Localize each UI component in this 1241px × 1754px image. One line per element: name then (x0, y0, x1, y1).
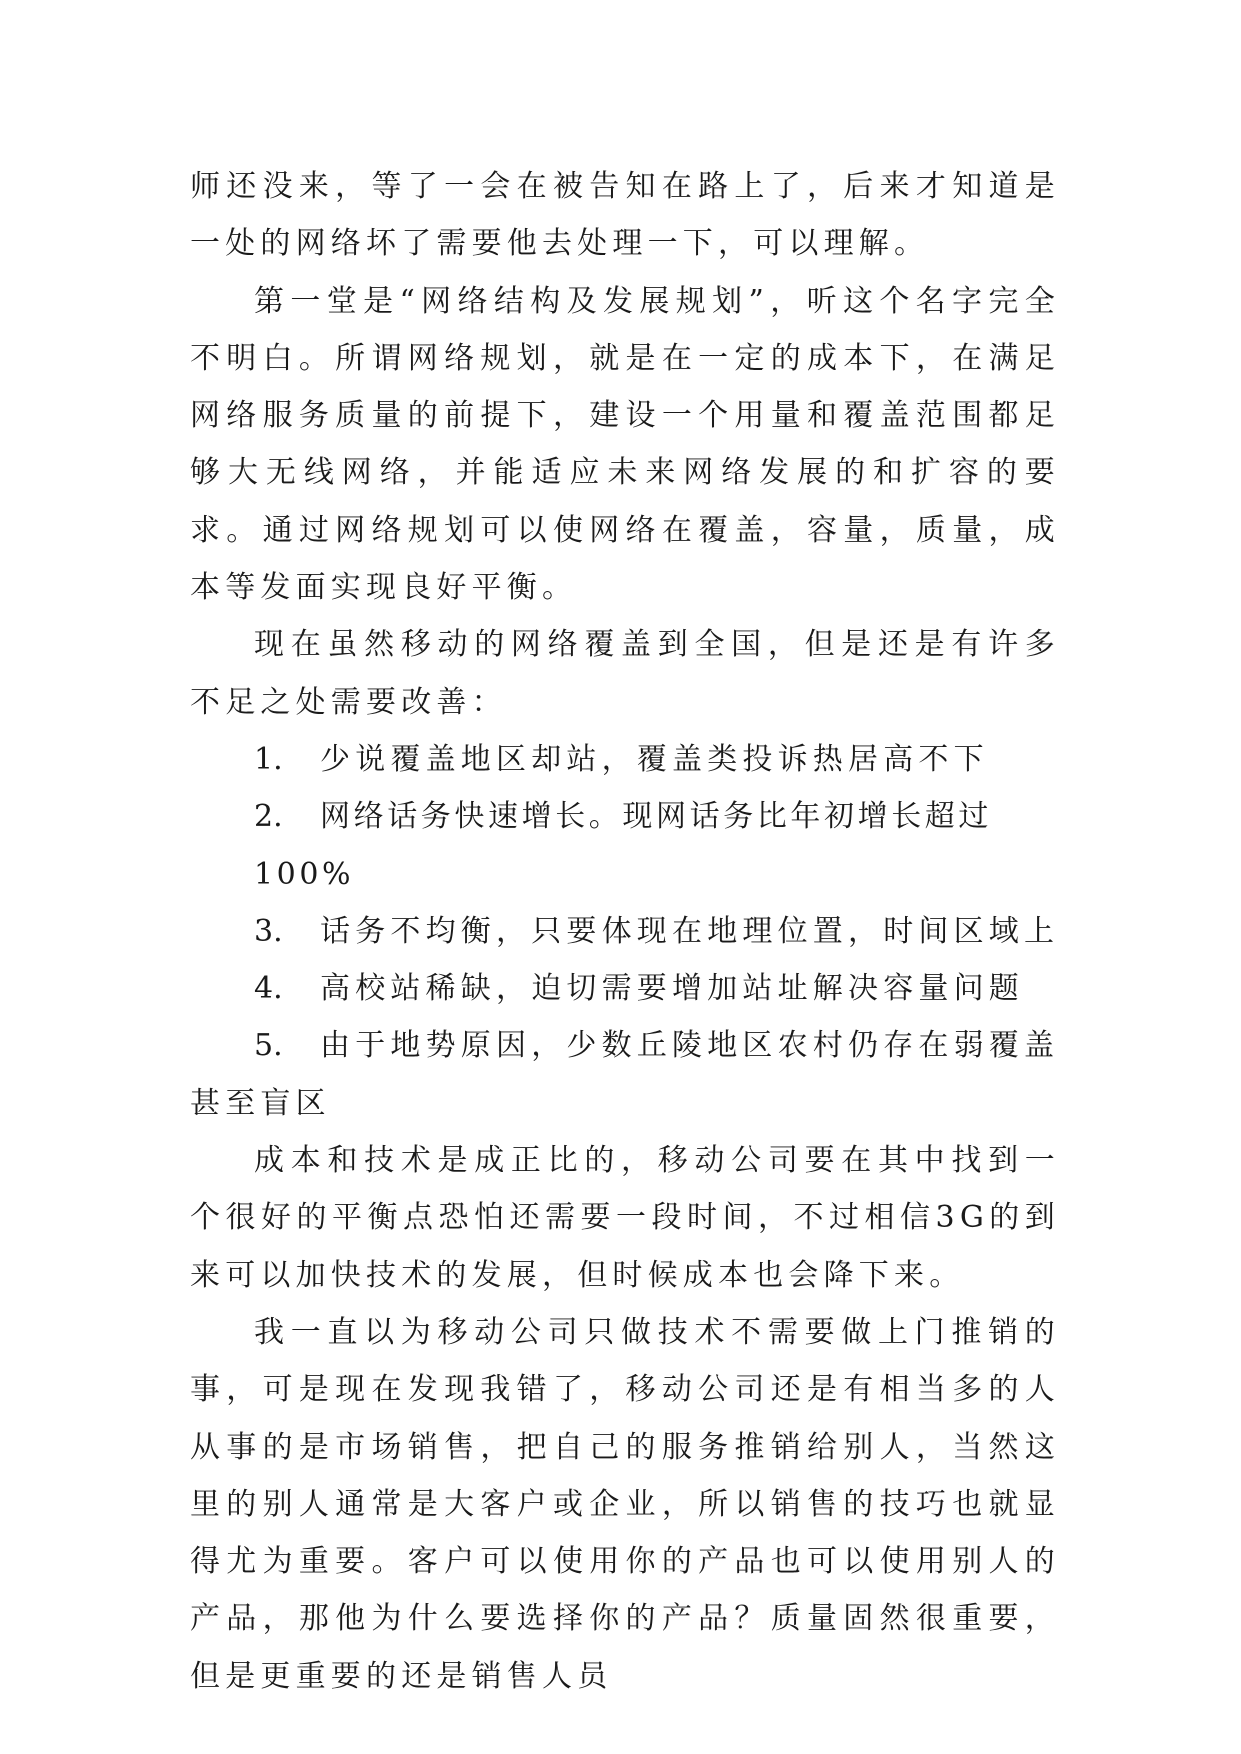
paragraph-cost-and-technology: 成本和技术是成正比的，移动公司要在其中找到一个很好的平衡点恐怕还需要一段时间，不过相信3G的到来可以加快技术的发展，但时候成本也会降下来。 (190, 1143, 1060, 1293)
paragraph-marketing-sales: 我一直以为移动公司只做技术不需要做上门推销的事，可是现在发现我错了，移动公司还是有相当多的人从事的是市场销售，把自己的服务推销给别人，当然这里的别人通常是大客户或企业，所以销售的技巧也就显得尤为重要。客户可以使用你的产品也可以使用别人的产品，那他为什么要选择你的产品？质量固然很重要，但是更重要的还是销售人员 (190, 1314, 1060, 1694)
list-item-text: 网络话务快速增长。现网话务比年初增长超过100% (254, 799, 992, 892)
list-item-number: 5. (254, 1028, 283, 1064)
list-item-text: 话务不均衡，只要体现在地理位置，时间区域上 (320, 913, 1060, 949)
shortcomings-list (190, 731, 1060, 1132)
list-item (190, 960, 1060, 1017)
list-item (190, 903, 1060, 960)
list-item-text: 少说覆盖地区却站，覆盖类投诉热居高不下 (320, 741, 989, 777)
list-item (190, 731, 1060, 788)
list-item-number: 1. (254, 741, 283, 777)
list-item-text: 高校站稀缺，迫切需要增加站址解决容量问题 (320, 971, 1024, 1007)
list-item-number: 2. (254, 799, 283, 835)
list-item (190, 788, 1060, 903)
list-item-number: 3. (254, 913, 283, 949)
paragraph-continued: 师还没来，等了一会在被告知在路上了，后来才知道是一处的网络坏了需要他去处理一下，可以理解。 (190, 169, 1060, 262)
paragraph-network-shortcomings: 现在虽然移动的网络覆盖到全国，但是还是有许多不足之处需要改善： (190, 627, 1060, 720)
document-page (190, 158, 1060, 1705)
list-item-text: 由于地势原因，少数丘陵地区农村仍存在弱覆盖甚至盲区 (190, 1028, 1060, 1121)
paragraph-network-planning: 第一堂是“网络结构及发展规划”，听这个名字完全不明白。所谓网络规划，就是在一定的成本下，在满足网络服务质量的前提下，建设一个用量和覆盖范围都足够大无线网络，并能适应未来网络发展的和扩容的要求。通过网络规划可以使网络在覆盖，容量，质量，成本等发面实现良好平衡。 (190, 283, 1060, 606)
list-item-number: 4. (254, 971, 283, 1007)
list-item (190, 1017, 1060, 1132)
